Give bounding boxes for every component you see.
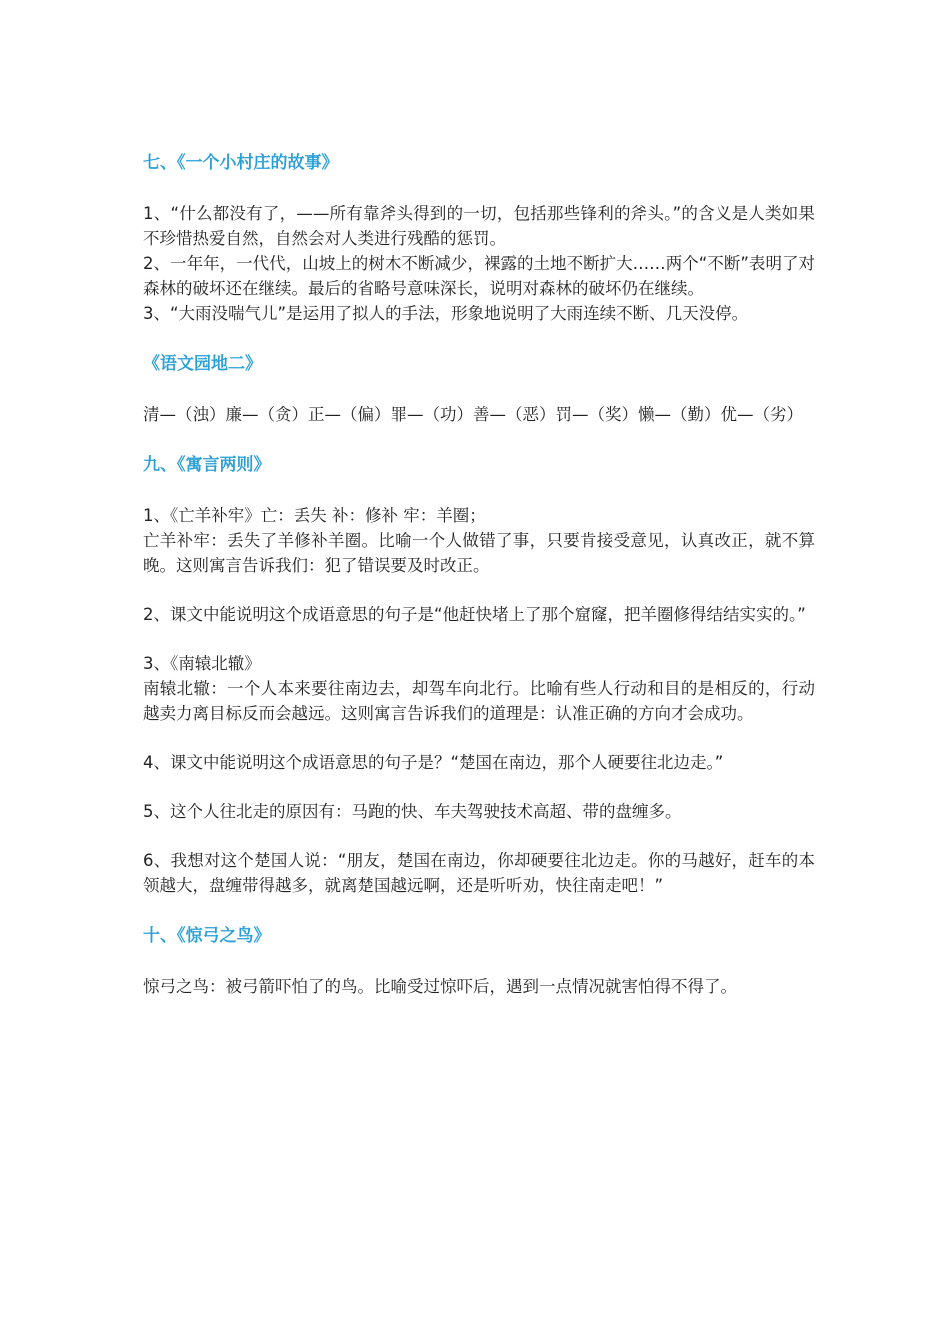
paragraph: 1、“什么都没有了，——所有靠斧头得到的一切，包括那些锋利的斧头。”的含义是人类如果不珍惜热爱自然，自然会对人类进行残酷的惩罚。 (143, 204, 815, 248)
paragraph: 4、课文中能说明这个成语意思的句子是？“楚国在南边，那个人硬要往北边走。” (143, 753, 724, 772)
paragraph: 2、一年年，一代代，山坡上的树木不断减少，裸露的土地不断扩大……两个“不断”表明了对森林的破坏还在继续。最后的省略号意味深长，说明对森林的破坏仍在继续。 (143, 254, 815, 298)
paragraph: 惊弓之鸟：被弓箭吓怕了的鸟。比喻受过惊吓后，遇到一点情况就害怕得不得了。 (143, 977, 737, 996)
paragraph: 6、我想对这个楚国人说：“朋友，楚国在南边，你却硬要往北边走。你的马越好，赶车的本领越大，盘缠带得越多，就离楚国越远啊，还是听听劝，快往南走吧！” (143, 851, 815, 895)
section-heading-10: 十、《惊弓之鸟》 (143, 926, 271, 946)
paragraph: 3、“大雨没喘气儿”是运用了拟人的手法，形象地说明了大雨连续不断、几天没停。 (143, 304, 749, 323)
paragraph: 1、《亡羊补牢》亡：丢失 补：修补 牢：羊圈； (143, 506, 486, 525)
section-heading-yuwen-yuandi-2: 《语文园地二》 (143, 354, 262, 374)
paragraph: 2、课文中能说明这个成语意思的句子是“他赶快堵上了那个窟窿，把羊圈修得结结实实的。” (143, 605, 806, 624)
paragraph: 亡羊补牢：丢失了羊修补羊圈。比喻一个人做错了事，只要肯接受意见，认真改正，就不算晚。这则寓言告诉我们：犯了错误要及时改正。 (143, 531, 815, 575)
paragraph: 5、这个人往北走的原因有：马跑的快、车夫驾驶技术高超、带的盘缠多。 (143, 802, 682, 821)
document-page (143, 150, 815, 999)
section-heading-9: 九、《寓言两则》 (143, 455, 271, 475)
paragraph: 3、《南辕北辙》 (143, 654, 261, 673)
paragraph: 南辕北辙：一个人本来要往南边去，却驾车向北行。比喻有些人行动和目的是相反的，行动越卖力离目标反而会越远。这则寓言告诉我们的道理是：认准正确的方向才会成功。 (143, 679, 815, 723)
paragraph: 清—（浊）廉—（贪）正—（偏）罪—（功）善—（恶）罚—（奖）懒—（勤）优—（劣） (143, 405, 803, 424)
section-heading-7: 七、《一个小村庄的故事》 (143, 153, 339, 173)
